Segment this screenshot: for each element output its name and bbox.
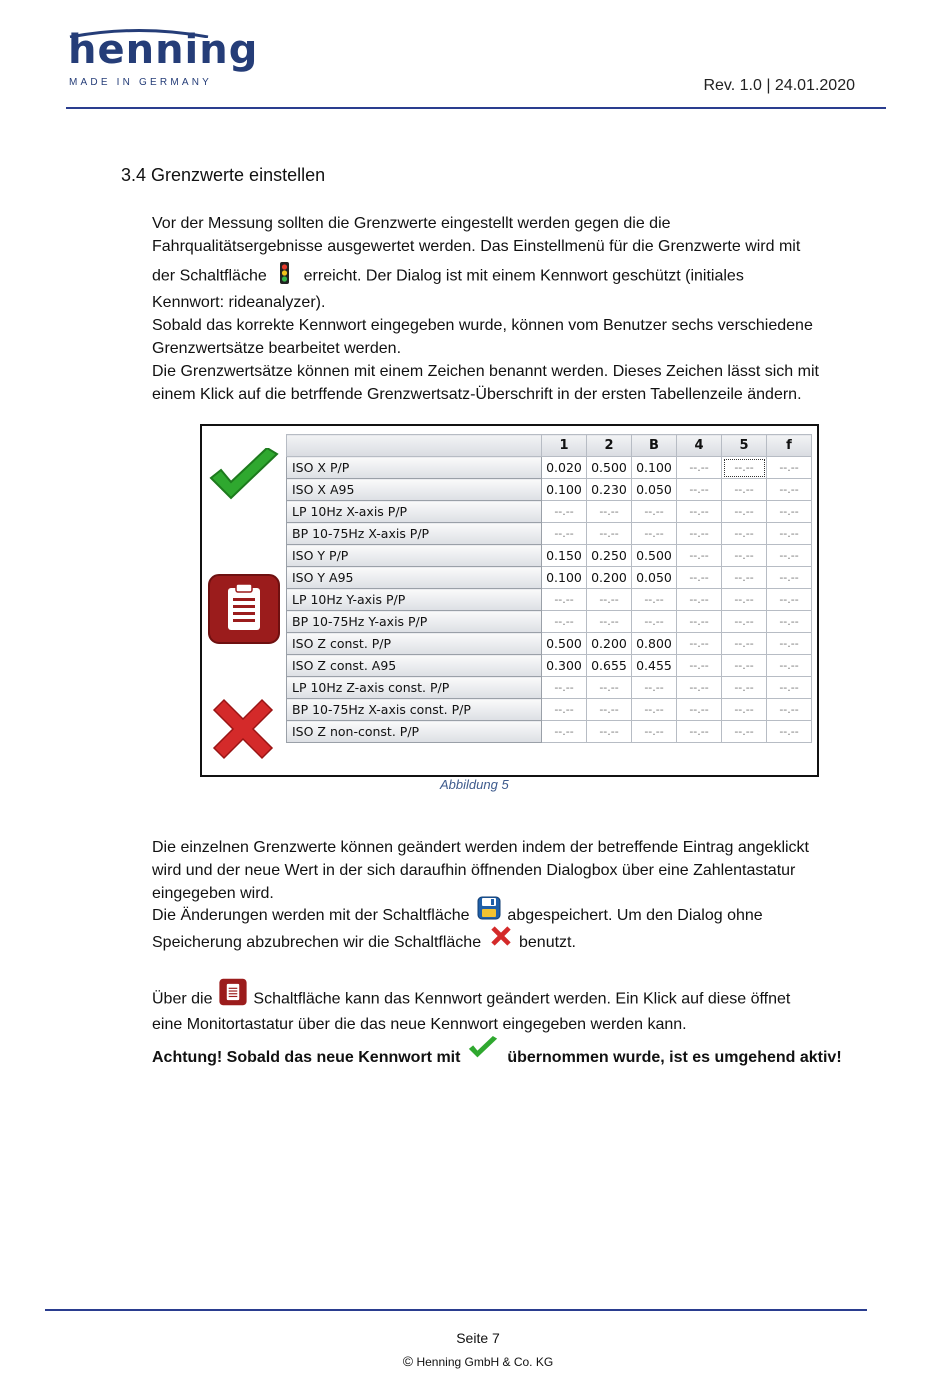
limit-value-cell[interactable]: --.--: [722, 523, 767, 545]
copyright-text: Henning GmbH & Co. KG: [416, 1355, 554, 1369]
warning-text: Achtung! Sobald das neue Kennwort mit: [152, 1049, 461, 1066]
limit-value-cell[interactable]: 0.200: [587, 633, 632, 655]
limit-value-cell[interactable]: --.--: [632, 611, 677, 633]
column-header-5[interactable]: 5: [722, 435, 767, 457]
traffic-light-icon: [279, 262, 290, 291]
limit-value-cell[interactable]: --.--: [632, 501, 677, 523]
body-line-with-icon: [152, 986, 872, 1013]
limit-value-cell[interactable]: --.--: [677, 677, 722, 699]
logo-subtitle: MADE IN GERMANY: [69, 77, 213, 88]
save-paragraph: [152, 904, 872, 954]
limit-value-cell[interactable]: --.--: [542, 677, 587, 699]
limit-value-cell[interactable]: 0.455: [632, 655, 677, 677]
limit-value-cell[interactable]: --.--: [767, 457, 812, 479]
limit-value-cell[interactable]: 0.020: [542, 457, 587, 479]
limit-value-cell[interactable]: --.--: [632, 589, 677, 611]
limit-value-cell[interactable]: --.--: [677, 721, 722, 743]
limit-value-cell[interactable]: --.--: [767, 501, 812, 523]
table-row: [287, 457, 812, 479]
body-text: Über die: [152, 990, 213, 1008]
section-title: 3.4 Grenzwerte einstellen: [121, 165, 326, 185]
checkmark-icon: [467, 1036, 499, 1067]
intro-line: Vor der Messung sollten die Grenzwerte eingestellt werden gegen die die: [152, 215, 671, 232]
row-label: LP 10Hz Y-axis P/P: [287, 589, 542, 611]
intro-paragraph: [152, 212, 872, 406]
limit-value-cell[interactable]: --.--: [632, 677, 677, 699]
body-line-with-icon: [152, 931, 872, 954]
limit-value-cell[interactable]: 0.050: [632, 479, 677, 501]
row-label: ISO X A95: [287, 479, 542, 501]
limit-value-cell[interactable]: --.--: [722, 457, 767, 479]
table-row: [287, 523, 812, 545]
row-label: ISO Z non-const. P/P: [287, 721, 542, 743]
body-text: Speicherung abzubrechen wir die Schaltfläche: [152, 934, 482, 952]
limit-value-cell[interactable]: --.--: [542, 589, 587, 611]
clipboard-password-icon[interactable]: [208, 574, 280, 649]
limit-value-cell[interactable]: --.--: [722, 655, 767, 677]
intro-line: einem Klick auf die betrffende Grenzwertsatz-Überschrift in der ersten Tabellenzeile ändern.: [152, 386, 802, 403]
limit-value-cell[interactable]: --.--: [587, 611, 632, 633]
table-row: [287, 633, 812, 655]
limit-value-cell[interactable]: --.--: [767, 611, 812, 633]
limit-value-cell[interactable]: 0.230: [587, 479, 632, 501]
body-line: Die einzelnen Grenzwerte können geändert werden indem der betreffende Eintrag angeklickt: [152, 839, 809, 856]
limit-value-cell[interactable]: --.--: [677, 545, 722, 567]
limit-value-cell[interactable]: --.--: [767, 721, 812, 743]
limit-value-cell[interactable]: --.--: [722, 721, 767, 743]
cancel-cross-icon[interactable]: [210, 696, 276, 767]
limit-value-cell[interactable]: --.--: [722, 633, 767, 655]
limit-value-cell[interactable]: --.--: [587, 589, 632, 611]
limit-value-cell[interactable]: --.--: [767, 633, 812, 655]
copyright-line: [0, 1353, 950, 1369]
limit-value-cell[interactable]: --.--: [722, 699, 767, 721]
limit-value-cell[interactable]: 0.200: [587, 567, 632, 589]
body-text: benutzt.: [519, 934, 576, 952]
limit-value-cell[interactable]: 0.800: [632, 633, 677, 655]
limit-value-cell[interactable]: --.--: [677, 501, 722, 523]
limit-value-cell[interactable]: --.--: [587, 699, 632, 721]
limit-value-cell[interactable]: --.--: [677, 479, 722, 501]
limits-dialog-figure: [200, 424, 819, 777]
limit-value-cell[interactable]: --.--: [677, 523, 722, 545]
page-number: Seite 7: [456, 1330, 500, 1346]
limit-value-cell[interactable]: --.--: [587, 501, 632, 523]
table-row: [287, 589, 812, 611]
body-text: Schaltfläche kann das Kennwort geändert werden. Ein Klick auf diese öffnet: [253, 990, 791, 1008]
limit-value-cell[interactable]: --.--: [587, 721, 632, 743]
limits-table: [286, 434, 812, 743]
table-row: [287, 479, 812, 501]
table-row: [287, 501, 812, 523]
row-label: ISO X P/P: [287, 457, 542, 479]
row-label: BP 10-75Hz X-axis P/P: [287, 523, 542, 545]
intro-text: der Schaltfläche: [152, 267, 267, 285]
limit-value-cell[interactable]: --.--: [677, 655, 722, 677]
limit-value-cell[interactable]: --.--: [767, 523, 812, 545]
limit-value-cell[interactable]: 0.150: [542, 545, 587, 567]
limit-value-cell[interactable]: --.--: [767, 589, 812, 611]
table-row: [287, 721, 812, 743]
limit-value-cell[interactable]: 0.050: [632, 567, 677, 589]
intro-line: Die Grenzwertsätze können mit einem Zeichen benannt werden. Dieses Zeichen lässt sich mit: [152, 363, 819, 380]
column-header-3[interactable]: B: [632, 435, 677, 457]
intro-line: Sobald das korrekte Kennwort eingegeben wurde, können vom Benutzer sechs verschiedene: [152, 317, 813, 334]
body-line: eingegeben wird.: [152, 885, 274, 902]
limit-value-cell[interactable]: --.--: [677, 611, 722, 633]
limit-value-cell[interactable]: --.--: [542, 501, 587, 523]
limit-value-cell[interactable]: --.--: [677, 457, 722, 479]
header-divider: [66, 107, 886, 109]
table-row: [287, 699, 812, 721]
limit-value-cell[interactable]: 0.300: [542, 655, 587, 677]
body-text: Die Änderungen werden mit der Schaltfläche: [152, 907, 470, 924]
row-label: ISO Y P/P: [287, 545, 542, 567]
limit-value-cell[interactable]: --.--: [587, 523, 632, 545]
table-corner-cell: [287, 435, 542, 457]
limit-value-cell[interactable]: --.--: [722, 677, 767, 699]
limit-value-cell[interactable]: --.--: [767, 699, 812, 721]
intro-line: Grenzwertsätze bearbeitet werden.: [152, 340, 402, 357]
intro-line: Kennwort: rideanalyzer).: [152, 294, 326, 311]
revision-label: Rev. 1.0 | 24.01.2020: [703, 77, 855, 94]
logo-text: henning: [68, 27, 259, 73]
limit-value-cell[interactable]: --.--: [677, 633, 722, 655]
column-header-1[interactable]: 1: [542, 435, 587, 457]
limit-value-cell[interactable]: --.--: [542, 523, 587, 545]
intro-line: Fahrqualitätsergebnisse ausgewertet werden. Das Einstellmenü für die Grenzwerte wird mit: [152, 238, 801, 255]
edit-paragraph: [152, 836, 872, 905]
limit-value-cell[interactable]: 0.100: [542, 479, 587, 501]
limit-value-cell[interactable]: --.--: [542, 611, 587, 633]
table-header-row: [287, 435, 812, 457]
warning-paragraph: [152, 1046, 872, 1069]
column-header-4[interactable]: 4: [677, 435, 722, 457]
limit-value-cell[interactable]: --.--: [722, 611, 767, 633]
warning-text: übernommen wurde, ist es umgehend aktiv!: [507, 1049, 842, 1066]
limit-value-cell[interactable]: --.--: [722, 567, 767, 589]
limit-value-cell[interactable]: 0.100: [542, 567, 587, 589]
column-header-2[interactable]: 2: [587, 435, 632, 457]
limit-value-cell[interactable]: --.--: [767, 479, 812, 501]
table-row: [287, 567, 812, 589]
password-paragraph: [152, 986, 872, 1036]
row-label: BP 10-75Hz X-axis const. P/P: [287, 699, 542, 721]
limit-value-cell[interactable]: 0.500: [542, 633, 587, 655]
body-line: wird und der neue Wert in der sich daraufhin öffnenden Dialogbox über eine Zahlentastatur: [152, 862, 796, 879]
table-row: [287, 611, 812, 633]
row-label: ISO Z const. P/P: [287, 633, 542, 655]
limit-value-cell[interactable]: --.--: [542, 699, 587, 721]
row-label: LP 10Hz X-axis P/P: [287, 501, 542, 523]
limit-value-cell[interactable]: --.--: [767, 655, 812, 677]
body-line: eine Monitortastatur über die das neue Kennwort eingegeben werden kann.: [152, 1016, 687, 1033]
row-label: BP 10-75Hz Y-axis P/P: [287, 611, 542, 633]
table-row: [287, 677, 812, 699]
table-row: [287, 545, 812, 567]
limit-value-cell[interactable]: --.--: [722, 501, 767, 523]
limit-value-cell[interactable]: --.--: [722, 589, 767, 611]
limit-value-cell[interactable]: 0.500: [632, 545, 677, 567]
table-row: [287, 655, 812, 677]
limit-value-cell[interactable]: 0.500: [587, 457, 632, 479]
limit-value-cell[interactable]: --.--: [632, 699, 677, 721]
intro-line-with-icon: [152, 262, 872, 291]
limit-value-cell[interactable]: --.--: [767, 567, 812, 589]
column-header-6[interactable]: f: [767, 435, 812, 457]
limit-value-cell[interactable]: --.--: [722, 545, 767, 567]
limit-value-cell[interactable]: 0.250: [587, 545, 632, 567]
row-label: LP 10Hz Z-axis const. P/P: [287, 677, 542, 699]
save-disk-icon: [477, 896, 501, 927]
cancel-cross-icon: [489, 925, 513, 954]
footer-divider: [45, 1309, 867, 1311]
limit-value-cell[interactable]: --.--: [677, 699, 722, 721]
limit-value-cell[interactable]: --.--: [542, 721, 587, 743]
limit-value-cell[interactable]: --.--: [677, 567, 722, 589]
checkmark-icon[interactable]: [207, 448, 281, 509]
limit-value-cell[interactable]: --.--: [677, 589, 722, 611]
limit-value-cell[interactable]: --.--: [632, 523, 677, 545]
limit-value-cell[interactable]: --.--: [587, 677, 632, 699]
limit-value-cell[interactable]: --.--: [767, 677, 812, 699]
henning-logo: [68, 27, 259, 90]
copyright-symbol: ©: [402, 1353, 414, 1369]
limit-value-cell[interactable]: --.--: [632, 721, 677, 743]
clipboard-password-icon: [219, 978, 247, 1013]
row-label: ISO Y A95: [287, 567, 542, 589]
limit-value-cell[interactable]: 0.100: [632, 457, 677, 479]
figure-caption: Abbildung 5: [440, 777, 509, 792]
limit-value-cell[interactable]: 0.655: [587, 655, 632, 677]
row-label: ISO Z const. A95: [287, 655, 542, 677]
limit-value-cell[interactable]: --.--: [722, 479, 767, 501]
body-text: abgespeichert. Um den Dialog ohne: [507, 907, 763, 924]
limit-value-cell[interactable]: --.--: [767, 545, 812, 567]
intro-text: erreicht. Der Dialog ist mit einem Kennwort geschützt (initiales: [303, 267, 744, 285]
